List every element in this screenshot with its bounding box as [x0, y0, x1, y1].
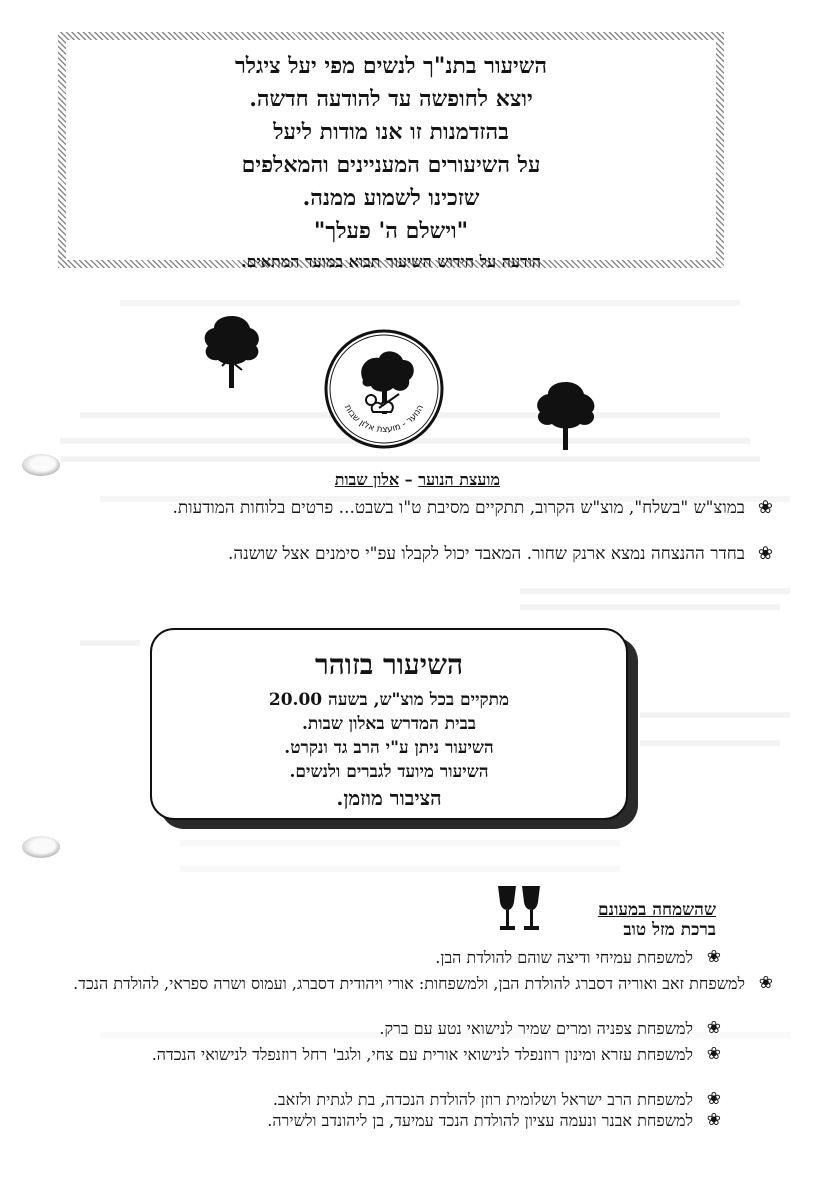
celebration-text: למשפחת זאב ואוריה דסברג להולדת הבן, ולמשפחות: אורי ויהודית דסברג, ועמוס ושרה ספראי, להולדת הנכד. — [73, 974, 745, 993]
flower-icon: ❀ — [758, 973, 773, 993]
zohar-title: השיעור בזוהר — [314, 648, 464, 681]
celebration-item — [81, 1018, 721, 1039]
kiddush-cups-icon — [494, 884, 546, 936]
celebration-text: למשפחת עזרא ומינון רוזנפלד לנישואי אורית עם צחי, ולגב' רחל רוזנפלד לנישואי הנכדה. — [151, 1045, 693, 1064]
celebration-text: למשפחת צפניה ומרים שמיר לנישואי נטע עם ברק. — [379, 1019, 693, 1038]
zohar-line: השיעור מיועד לגברים ולנשים. — [289, 762, 489, 782]
zohar-line: בבית המדרש באלון שבות. — [302, 714, 476, 734]
notice-line: יוצא לחופשה עד להודעה חדשה. — [249, 86, 533, 112]
youth-council-emblem — [323, 328, 445, 450]
zohar-line: השיעור ניתן ע"י הרב גד ונקרט. — [284, 738, 494, 758]
flower-icon: ❀ — [706, 1018, 721, 1038]
zohar-class-box — [150, 628, 628, 820]
punch-hole-top — [22, 454, 60, 476]
flower-icon: ❀ — [757, 497, 773, 518]
flower-icon: ❀ — [706, 1110, 721, 1130]
celebration-text: למשפחת הרב ישראל ושלומית רוזן להולדת הנכדה, בת לגתית ולזאב. — [272, 1090, 693, 1109]
youth-item-text: בחדר ההנצחה נמצא ארנק שחור. המאבד יכול לקבלו עפ"י סימנים אצל שושנה. — [228, 544, 745, 564]
notice-line: השיעור בתנ"ך לנשים מפי יעל ציגלר — [234, 53, 548, 79]
celebration-item — [41, 1044, 721, 1065]
celebration-text: למשפחת אבנר ונעמה עציון להולדת הנכד עמיעד, בן ליהונדב ולשירה. — [267, 1111, 693, 1130]
youth-title-part: אלון שבות — [334, 470, 400, 489]
notice-line: "וישלם ה' פעלך" — [313, 218, 469, 244]
flower-icon: ❀ — [757, 543, 773, 564]
flower-icon: ❀ — [706, 1089, 721, 1109]
celebration-item — [73, 973, 773, 994]
youth-item-text: במוצ"ש "בשלח", מוצ"ש הקרוב, תתקיים מסיבת ט"ו בשבט... פרטים בלוחות המודעות. — [172, 498, 745, 518]
youth-council-title — [334, 470, 500, 490]
celebration-item — [81, 947, 721, 968]
flower-icon: ❀ — [706, 947, 721, 967]
notice-line: שזכינו לשמוע ממנה. — [302, 185, 480, 211]
tree-icon — [530, 378, 602, 452]
youth-item — [113, 497, 773, 519]
celebrations-title: שהשמחה במעונם — [597, 900, 716, 920]
emblem-text: הנוער - מועצת אלון שבות — [341, 403, 427, 436]
celebration-item — [81, 1110, 721, 1131]
youth-title-dash: – — [399, 470, 419, 489]
notice-line: בהזדמנות זו אנו מודות ליעל — [273, 119, 509, 145]
flower-icon: ❀ — [706, 1044, 721, 1064]
zohar-line: הציבור מוזמן. — [336, 786, 442, 810]
celebration-text: למשפחת עמיחי ודיצה שוהם להולדת הבן. — [435, 948, 693, 967]
zohar-line: מתקיים בכל מוצ"ש, בשעה 20.00 — [268, 690, 510, 710]
punch-hole-bottom — [22, 836, 60, 858]
celebrations-subtitle: ברכת מזל טוב — [623, 920, 716, 940]
celebration-item — [81, 1089, 721, 1110]
tree-icon — [198, 312, 266, 390]
youth-item — [113, 543, 773, 565]
notice-footer: הודעה על חידוש השיעור תבוא במועד המתאים. — [240, 252, 542, 271]
notice-line: על השיעורים המעניינים והמאלפים — [241, 152, 541, 178]
youth-title-part: מועצת הנוער — [418, 470, 500, 489]
torah-class-notice — [58, 32, 724, 271]
